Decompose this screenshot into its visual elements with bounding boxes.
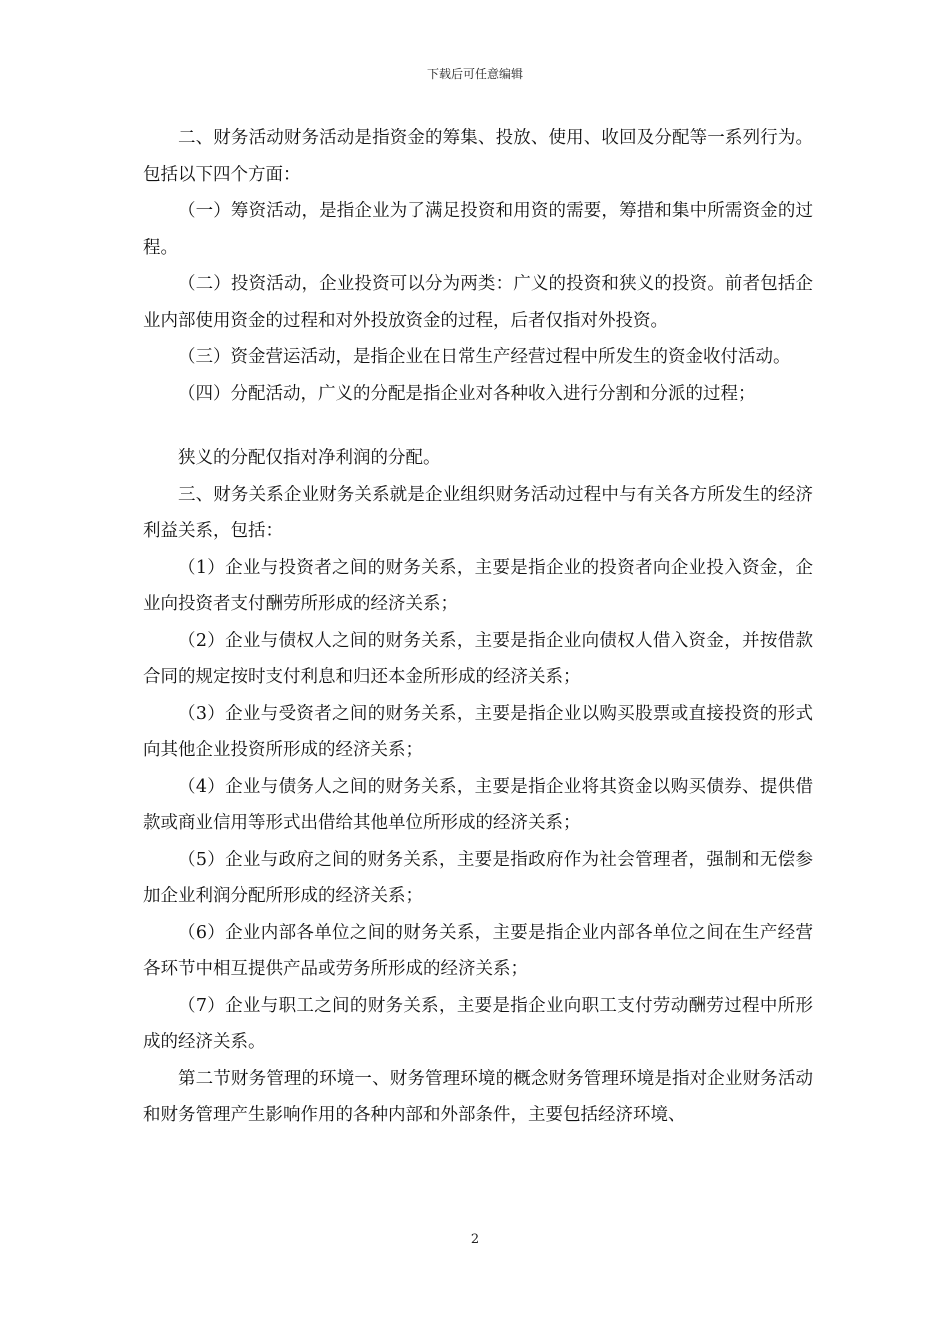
paragraph-relation-creditors: （2）企业与债权人之间的财务关系，主要是指企业向债权人借入资金，并按借款合同的规定按时支付利息和归还本金所形成的经济关系； <box>143 630 813 687</box>
paragraph-financial-activities: 二、财务活动财务活动是指资金的筹集、投放、使用、收回及分配等一系列行为。包括以下四个方面： <box>143 128 813 185</box>
paragraph-distribution-activity: （四）分配活动，广义的分配是指企业对各种收入进行分割和分派的过程； <box>178 383 756 404</box>
paragraph-relation-employees: （7）企业与职工之间的财务关系，主要是指企业向职工支付劳动酬劳过程中所形成的经济关系。 <box>143 995 813 1052</box>
paragraph-distribution-narrow: 狭义的分配仅指对净利润的分配。 <box>178 448 441 468</box>
page-number: 2 <box>470 1232 480 1247</box>
paragraph-relation-debtors: （4）企业与债务人之间的财务关系，主要是指企业将其资金以购买债券、提供借款或商业信用等形式出借给其他单位所形成的经济关系； <box>143 776 813 833</box>
paragraph-financial-relations: 三、财务关系企业财务关系就是企业组织财务活动过程中与有关各方所发生的经济利益关系，包括： <box>143 484 813 541</box>
paragraph-relation-investees: （3）企业与受资者之间的财务关系，主要是指企业以购买股票或直接投资的形式向其他企业投资所形成的经济关系； <box>143 703 813 760</box>
paragraph-investment-activity: （二）投资活动，企业投资可以分为两类：广义的投资和狭义的投资。前者包括企业内部使用资金的过程和对外投放资金的过程，后者仅指对外投资。 <box>143 274 813 331</box>
paragraph-financing-activity: （一）筹资活动，是指企业为了满足投资和用资的需要，筹措和集中所需资金的过程。 <box>143 201 813 258</box>
page-header: 下载后可任意编辑 <box>426 67 523 81</box>
paragraph-operating-activity: （三）资金营运活动，是指企业在日常生产经营过程中所发生的资金收付活动。 <box>178 347 791 367</box>
document-body <box>143 120 813 1134</box>
paragraph-management-environment: 第二节财务管理的环境一、财务管理环境的概念财务管理环境是指对企业财务活动和财务管理产生影响作用的各种内部和外部条件，主要包括经济环境、 <box>143 1068 813 1125</box>
paragraph-relation-internal-units: （6）企业内部各单位之间的财务关系，主要是指企业内部各单位之间在生产经营各环节中相互提供产品或劳务所形成的经济关系； <box>143 922 813 979</box>
paragraph-relation-government: （5）企业与政府之间的财务关系，主要是指政府作为社会管理者，强制和无偿参加企业利润分配所形成的经济关系； <box>143 849 813 906</box>
paragraph-relation-investors: （1）企业与投资者之间的财务关系，主要是指企业的投资者向企业投入资金，企业向投资者支付酬劳所形成的经济关系； <box>143 557 813 614</box>
